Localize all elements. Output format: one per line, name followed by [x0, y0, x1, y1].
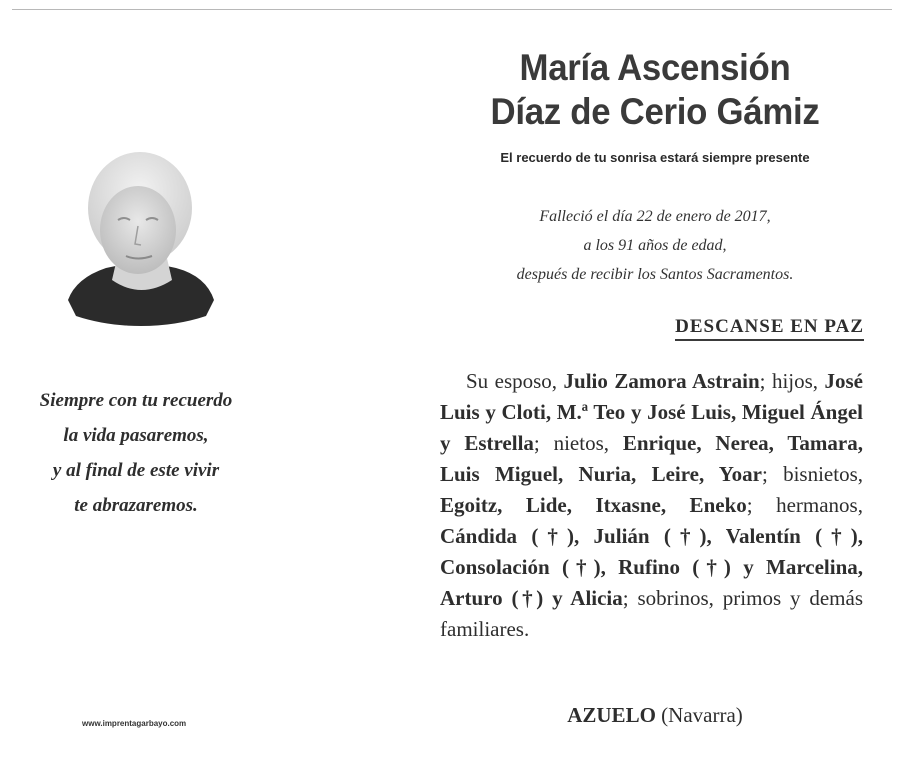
- death-line-1: Falleció el día 22 de enero de 2017,: [539, 208, 771, 225]
- right-panel: [430, 0, 880, 757]
- family-list: Su esposo, Julio Zamora Astrain; hijos, José Luis y Cloti, M.ª Teo y José Luis, Miguel Ángel y Estrella; nietos, Enrique, Nerea, Tamara, Luis Miguel, Nuria, Leire, Yoar; bisnietos, Egoitz, Lide, Itxasne, Eneko; hermanos, Cándida (†), Julián (†), Valentín (†), Consolación (†), Rufino (†) y Marcelina, Arturo (†) y Alicia; sobrinos, primos y demás familiares.: [440, 369, 864, 641]
- verse-line: te abrazaremos.: [74, 495, 198, 516]
- grandchildren-label: nietos,: [553, 431, 609, 455]
- verse-line: y al final de este vivir: [52, 460, 220, 481]
- tagline: El recuerdo de tu sonrisa estará siempre presente: [500, 150, 810, 165]
- left-panel: [0, 0, 290, 757]
- siblings-names: Cándida (†), Julián (†), Valentín (†), Consolación (†), Rufino (†) y Marcelina, Arturo (†) y Alicia: [440, 524, 863, 610]
- printer-website: www.imprentagarbayo.com: [82, 719, 187, 728]
- children-names: José Luis y Cloti, M.ª Teo y José Luis, Miguel Ángel y Estrella: [440, 369, 863, 455]
- family-closing: sobrinos, primos y demás familiares.: [440, 586, 864, 641]
- great-grandchildren-label: bisnietos,: [783, 462, 863, 486]
- spouse-label: Su esposo,: [466, 369, 558, 393]
- memorial-verse: [0, 383, 272, 523]
- grandchildren-names: Enrique, Nerea, Tamara, Luis Miguel, Nuria, Leire, Yoar: [440, 431, 863, 486]
- great-grandchildren-names: Egoitz, Lide, Itxasne, Eneko: [440, 493, 747, 517]
- spouse-name: Julio Zamora Astrain: [563, 369, 760, 393]
- portrait-photo: [66, 150, 216, 328]
- town-name: AZUELO: [567, 703, 656, 727]
- death-notice: [430, 202, 880, 289]
- name-line-2: Díaz de Cerio Gámiz: [490, 91, 820, 132]
- region-name: (Navarra): [661, 703, 743, 727]
- place: [430, 703, 880, 728]
- name-line-1: María Ascensión: [519, 47, 791, 88]
- children-label: hijos,: [771, 369, 819, 393]
- siblings-label: hermanos,: [776, 493, 863, 517]
- death-line-2: a los 91 años de edad,: [583, 237, 727, 254]
- rest-in-peace-heading: DESCANSE EN PAZ: [675, 316, 864, 341]
- verse-line: la vida pasaremos,: [63, 425, 209, 446]
- death-line-3: después de recibir los Santos Sacramentos.: [516, 266, 794, 283]
- deceased-name: [444, 46, 867, 134]
- verse-line: Siempre con tu recuerdo: [39, 390, 233, 411]
